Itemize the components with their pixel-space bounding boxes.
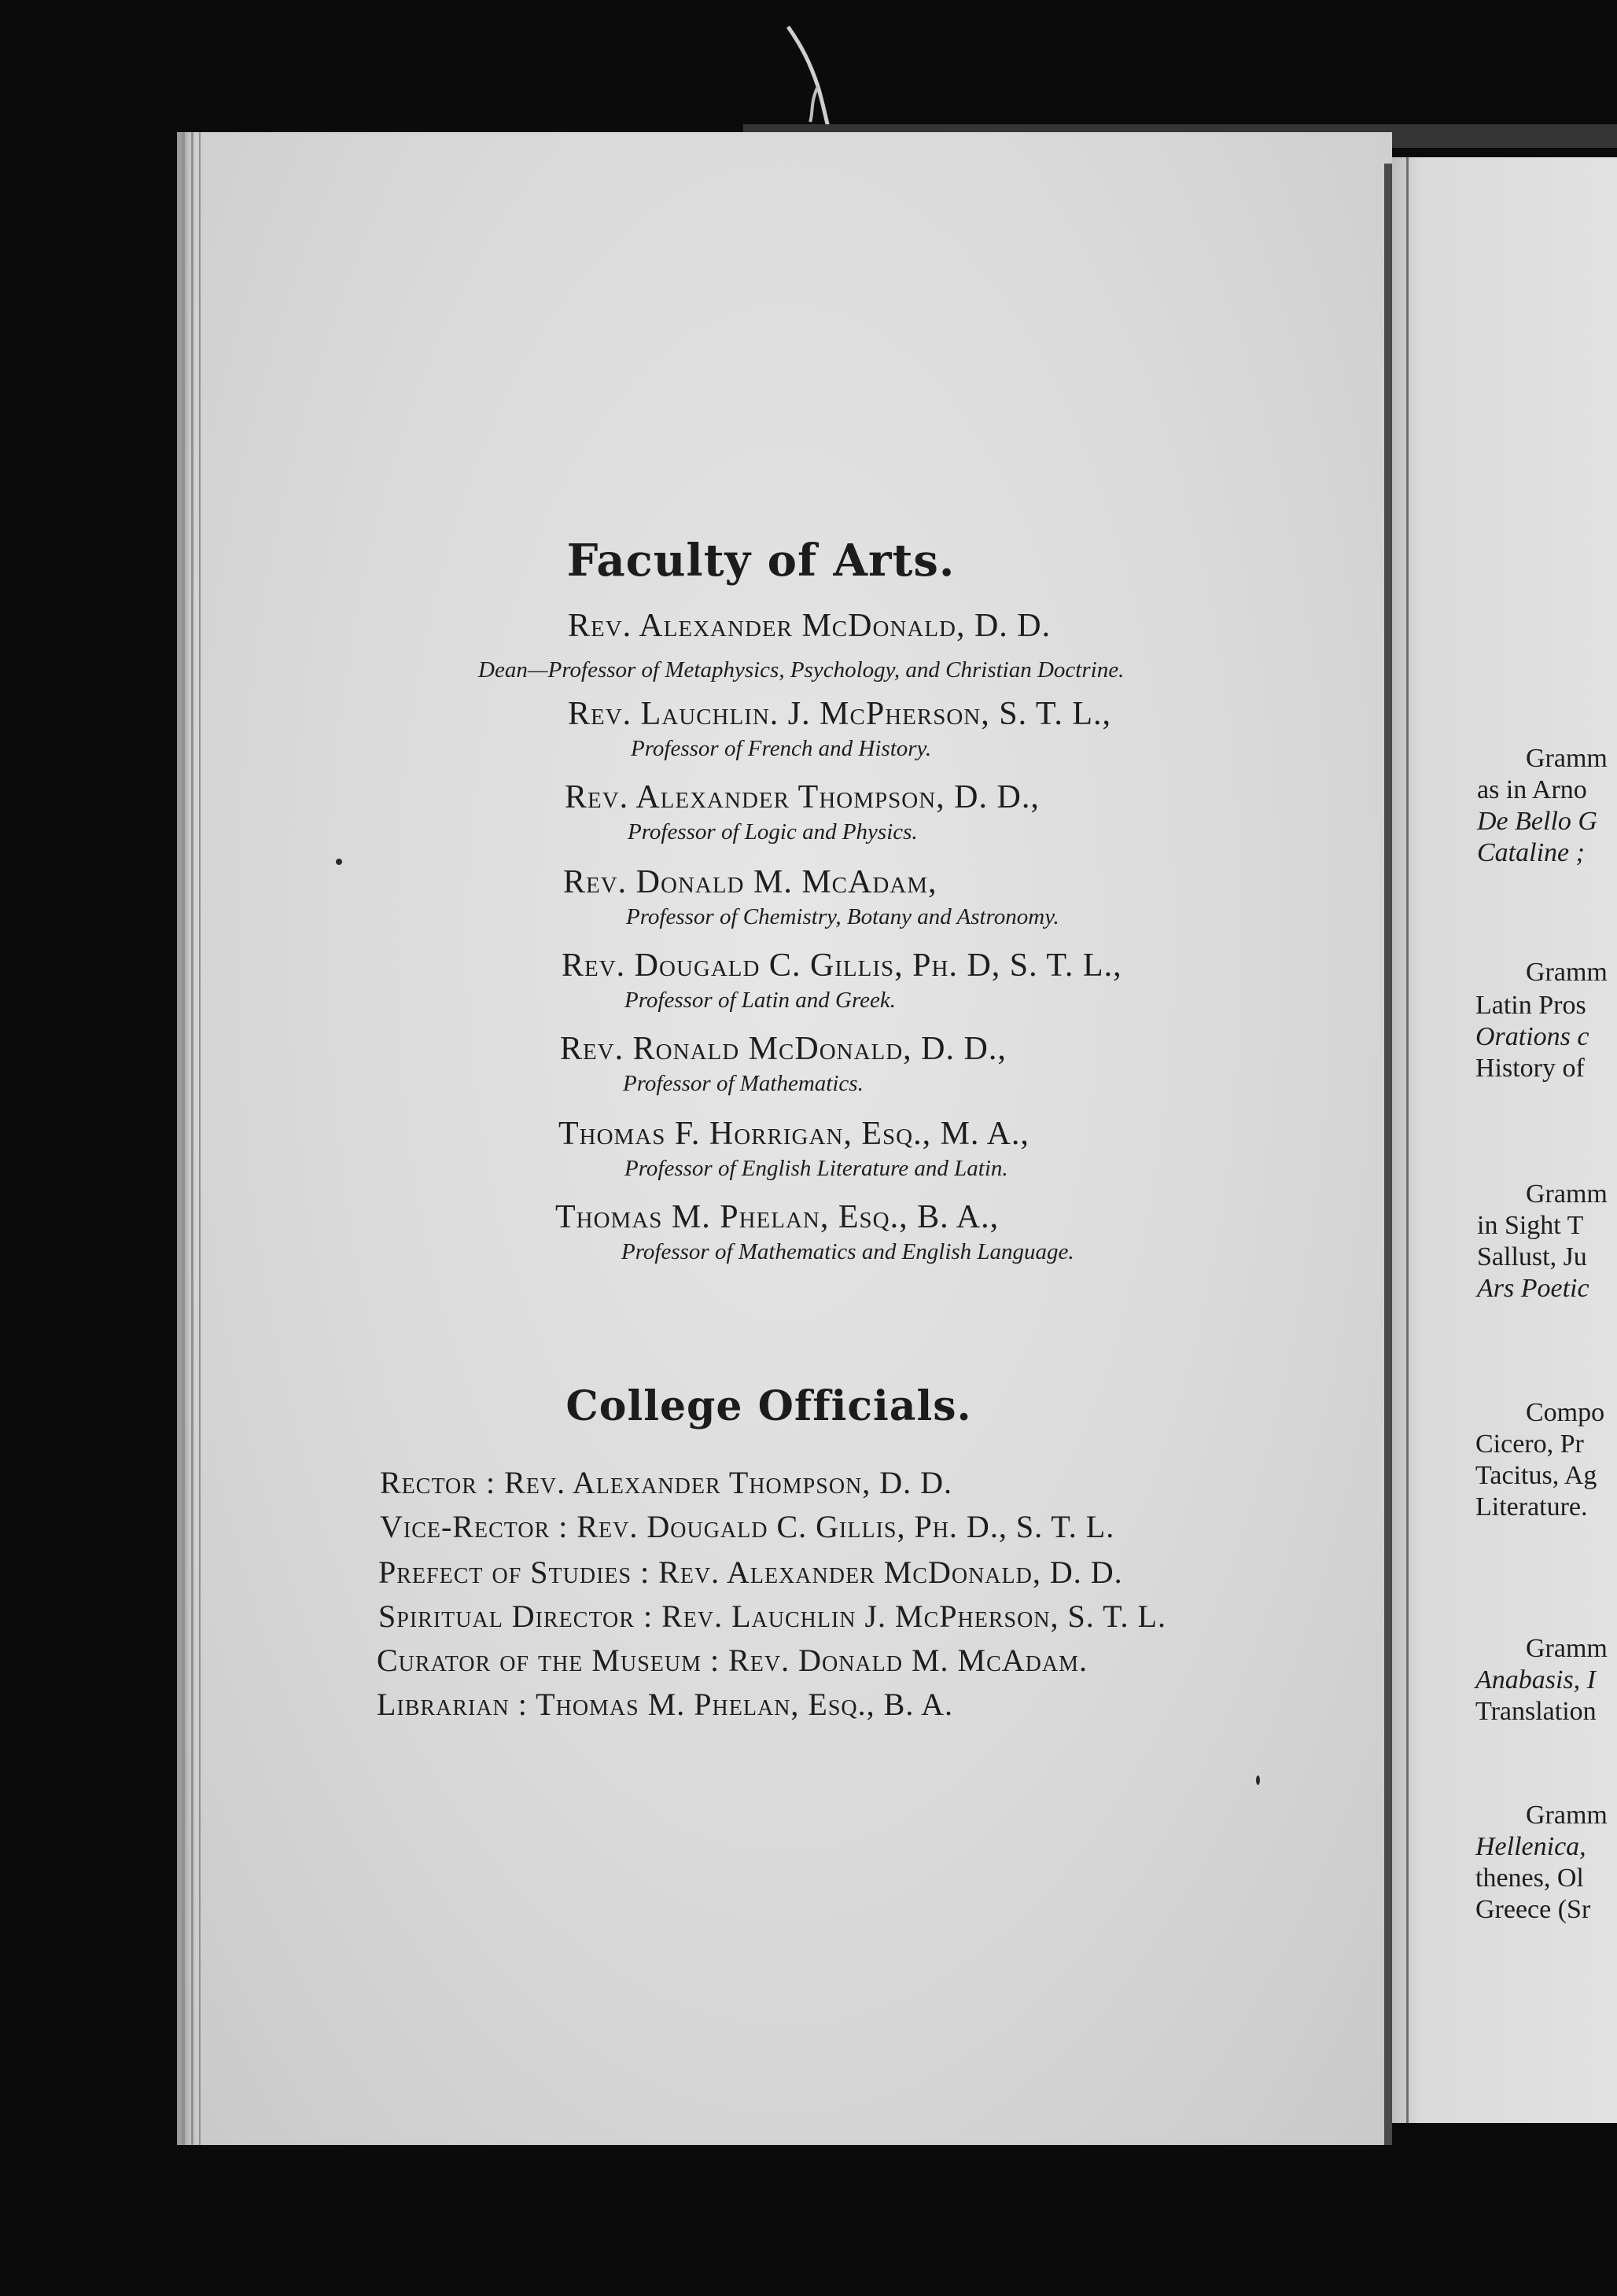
ink-speck — [1256, 1775, 1260, 1785]
right-page-line: Anabasis, I — [1475, 1665, 1596, 1694]
member-title: Professor of Mathematics. — [623, 1071, 864, 1096]
right-page-line: thenes, Ol — [1475, 1864, 1584, 1893]
officials-heading: College Officials. — [565, 1382, 972, 1430]
member-name: Thomas M. Phelan, Esq., B. A., — [555, 1199, 1000, 1235]
faculty-member — [568, 607, 1051, 645]
faculty-member — [563, 863, 1059, 930]
member-name: Rev. Dougald C. Gillis, Ph. D, S. T. L., — [562, 947, 1122, 984]
right-page-line: Sallust, Ju — [1477, 1242, 1587, 1271]
official-line: Prefect of Studies : Rev. Alexander McDonald, D. D. — [378, 1555, 1123, 1590]
page-edge-line — [182, 132, 185, 2145]
faculty-member — [560, 1030, 1007, 1097]
right-page-line: Hellenica, — [1475, 1832, 1586, 1861]
faculty-member — [558, 1115, 1030, 1182]
official-line: Librarian : Thomas M. Phelan, Esq., B. A. — [377, 1687, 953, 1722]
right-page-line: as in Arno — [1477, 775, 1587, 804]
member-title: Professor of French and History. — [631, 736, 932, 761]
member-name: Rev. Alexander McDonald, D. D. — [568, 608, 1052, 644]
member-name: Thomas F. Horrigan, Esq., M. A., — [558, 1116, 1030, 1152]
right-page-fragment — [1392, 157, 1617, 2123]
right-page-line: History of — [1475, 1054, 1585, 1083]
member-title: Professor of Logic and Physics. — [628, 819, 918, 844]
faculty-heading: Faculty of Arts. — [566, 535, 956, 587]
right-page-line: Cataline ; — [1477, 838, 1585, 867]
member-name: Rev. Ronald McDonald, D. D., — [560, 1031, 1007, 1067]
page-edge-line — [199, 132, 201, 2145]
right-page-line: Greece (Sr — [1475, 1895, 1591, 1924]
faculty-member — [565, 778, 1040, 845]
right-page-line: De Bello G — [1477, 807, 1597, 836]
official-line: Spiritual Director : Rev. Lauchlin J. McPherson, S. T. L. — [378, 1599, 1166, 1634]
right-page-line: Tacitus, Ag — [1475, 1461, 1597, 1490]
right-page-line: Compo — [1526, 1398, 1605, 1427]
right-page-line: Literature. — [1475, 1492, 1588, 1521]
faculty-member — [555, 1198, 1074, 1265]
right-page-line: Gramm — [1526, 744, 1608, 773]
faculty-member-title — [478, 654, 1124, 683]
member-title: Professor of Mathematics and English Language. — [621, 1239, 1074, 1264]
right-page-line: Gramm — [1526, 958, 1608, 987]
left-page — [177, 132, 1392, 2145]
member-title: Professor of Latin and Greek. — [624, 988, 897, 1013]
page-edge-line — [1406, 157, 1409, 2123]
ink-speck — [336, 859, 342, 865]
faculty-member — [568, 695, 1111, 762]
member-name: Rev. Donald M. McAdam, — [563, 864, 937, 900]
member-title: Professor of English Literature and Latin. — [624, 1156, 1008, 1181]
page-edge-line — [191, 132, 193, 2145]
official-line: Rector : Rev. Alexander Thompson, D. D. — [380, 1465, 953, 1500]
member-title: Dean—Professor of Metaphysics, Psychology, and Christian Doctrine. — [478, 657, 1125, 683]
right-page-line: Gramm — [1526, 1801, 1608, 1830]
member-title: Professor of Chemistry, Botany and Astronomy. — [626, 904, 1059, 929]
member-name: Rev. Alexander Thompson, D. D., — [565, 779, 1040, 815]
right-page-line: in Sight T — [1477, 1211, 1584, 1240]
member-name: Rev. Lauchlin. J. McPherson, S. T. L., — [568, 696, 1112, 732]
right-page-line: Ars Poetic — [1477, 1274, 1589, 1303]
right-page-line: Latin Pros — [1475, 991, 1586, 1020]
right-page-line: Translation — [1475, 1697, 1597, 1726]
right-page-line: Orations c — [1475, 1022, 1589, 1051]
right-page-line: Gramm — [1526, 1634, 1608, 1663]
right-page-line: Gramm — [1526, 1179, 1608, 1209]
page-gutter — [1384, 164, 1392, 2145]
faculty-member — [562, 947, 1122, 1014]
official-line: Curator of the Museum : Rev. Donald M. McAdam. — [377, 1643, 1088, 1678]
official-line: Vice-Rector : Rev. Dougald C. Gillis, Ph. D., S. T. L. — [380, 1509, 1115, 1544]
right-page-line: Cicero, Pr — [1475, 1429, 1584, 1459]
